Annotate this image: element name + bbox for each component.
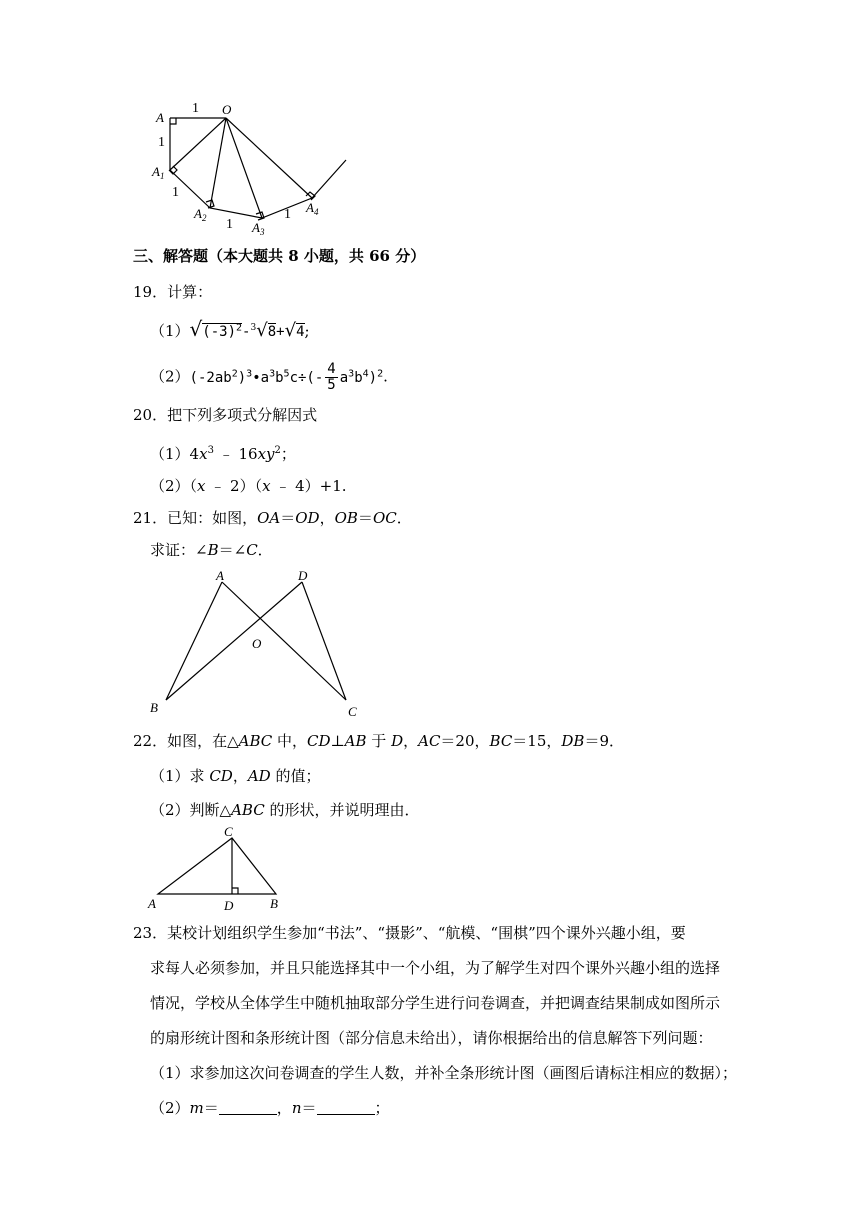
- q22-figure: [140, 824, 300, 914]
- q22-stem: 22．如图，在△ABC 中，CD⊥AB 于 D，AC＝20，BC＝15，DB＝9．: [133, 732, 624, 750]
- label-a4: $A_4$: [306, 200, 319, 217]
- q19-part1: $(1)√(-3)^2-^3√8+√4$;: [150, 317, 310, 341]
- q23-line4: 的扇形统计图和条形统计图（部分信息未给出），请你根据给出的信息解答下列问题：: [150, 1029, 713, 1047]
- q20-stem: 20．把下列多项式分解因式: [133, 406, 318, 424]
- label-a1: $A_1$: [152, 164, 165, 181]
- q22-part1: （1）求 CD，AD 的值；: [150, 767, 321, 785]
- length-a1a2: 1: [172, 185, 179, 200]
- label-a: A: [156, 110, 164, 125]
- q23-line3: 情况，学校从全体学生中随机抽取部分学生进行问卷调查，并把调查结果制成如图所示: [150, 994, 721, 1012]
- q21-label-c: C: [348, 704, 357, 719]
- q23-part1: （1）求参加这次问卷调查的学生人数，并补全条形统计图（画图后请标注相应的数据）；: [150, 1064, 738, 1082]
- q22-label-d: D: [224, 898, 234, 913]
- q22-label-c: C: [224, 824, 233, 839]
- q21-figure: [140, 568, 380, 720]
- length-a2a3: 1: [226, 217, 233, 232]
- blank-n[interactable]: [317, 1100, 375, 1115]
- q21-label-a: A: [216, 568, 224, 583]
- length-ao: 1: [192, 101, 199, 116]
- q21-label-o: O: [252, 636, 262, 651]
- q21-label-b: B: [150, 700, 158, 715]
- label-a2: $A_2$: [194, 206, 207, 223]
- q20-part2: （2）（x ﹣ 2）（x ﹣ 4）+1.: [150, 477, 347, 495]
- spiral-figure: [140, 96, 360, 236]
- label-a3: $A_3$: [252, 220, 265, 236]
- q19-part2: $(2)(-2ab^2)^3•a^3b^5c\div(-$ $\frac{4}{5}$ $a^3b^4)^2$.: [150, 361, 388, 393]
- section-title: 三、解答题（本大题共 8 小题，共 66 分）: [133, 247, 426, 265]
- fraction-4-5: $\frac{4}{5}$: [327, 361, 336, 393]
- q23-part2: （2）m＝ ，n＝ ；: [150, 1099, 390, 1117]
- q23-line2: 求每人必须参加，并且只能选择其中一个小组，为了解学生对四个课外兴趣小组的选择: [150, 959, 721, 977]
- q22-label-b: B: [270, 896, 278, 911]
- length-a3a4: 1: [284, 207, 291, 222]
- label-o: O: [222, 102, 232, 117]
- q22-part2: （2）判断△ABC 的形状，并说明理由．: [150, 801, 420, 819]
- blank-m[interactable]: [219, 1100, 277, 1115]
- q19-stem: 19．计算：: [133, 283, 213, 301]
- q21-label-d: D: [298, 568, 308, 583]
- q20-part1: $(1)4x^3$ ﹣ $16xy^2$；: [150, 445, 296, 463]
- q23-line1: 23．某校计划组织学生参加“书法”、“摄影”、“航模、“围棋”四个课外兴趣小组，要: [133, 924, 686, 942]
- q21-stem: 21．已知：如图，OA＝OD，OB＝OC．: [133, 509, 412, 527]
- length-aa1: 1: [158, 135, 165, 150]
- q21-prove: 求证：∠B＝∠C．: [150, 541, 273, 559]
- q22-label-a: A: [148, 896, 156, 911]
